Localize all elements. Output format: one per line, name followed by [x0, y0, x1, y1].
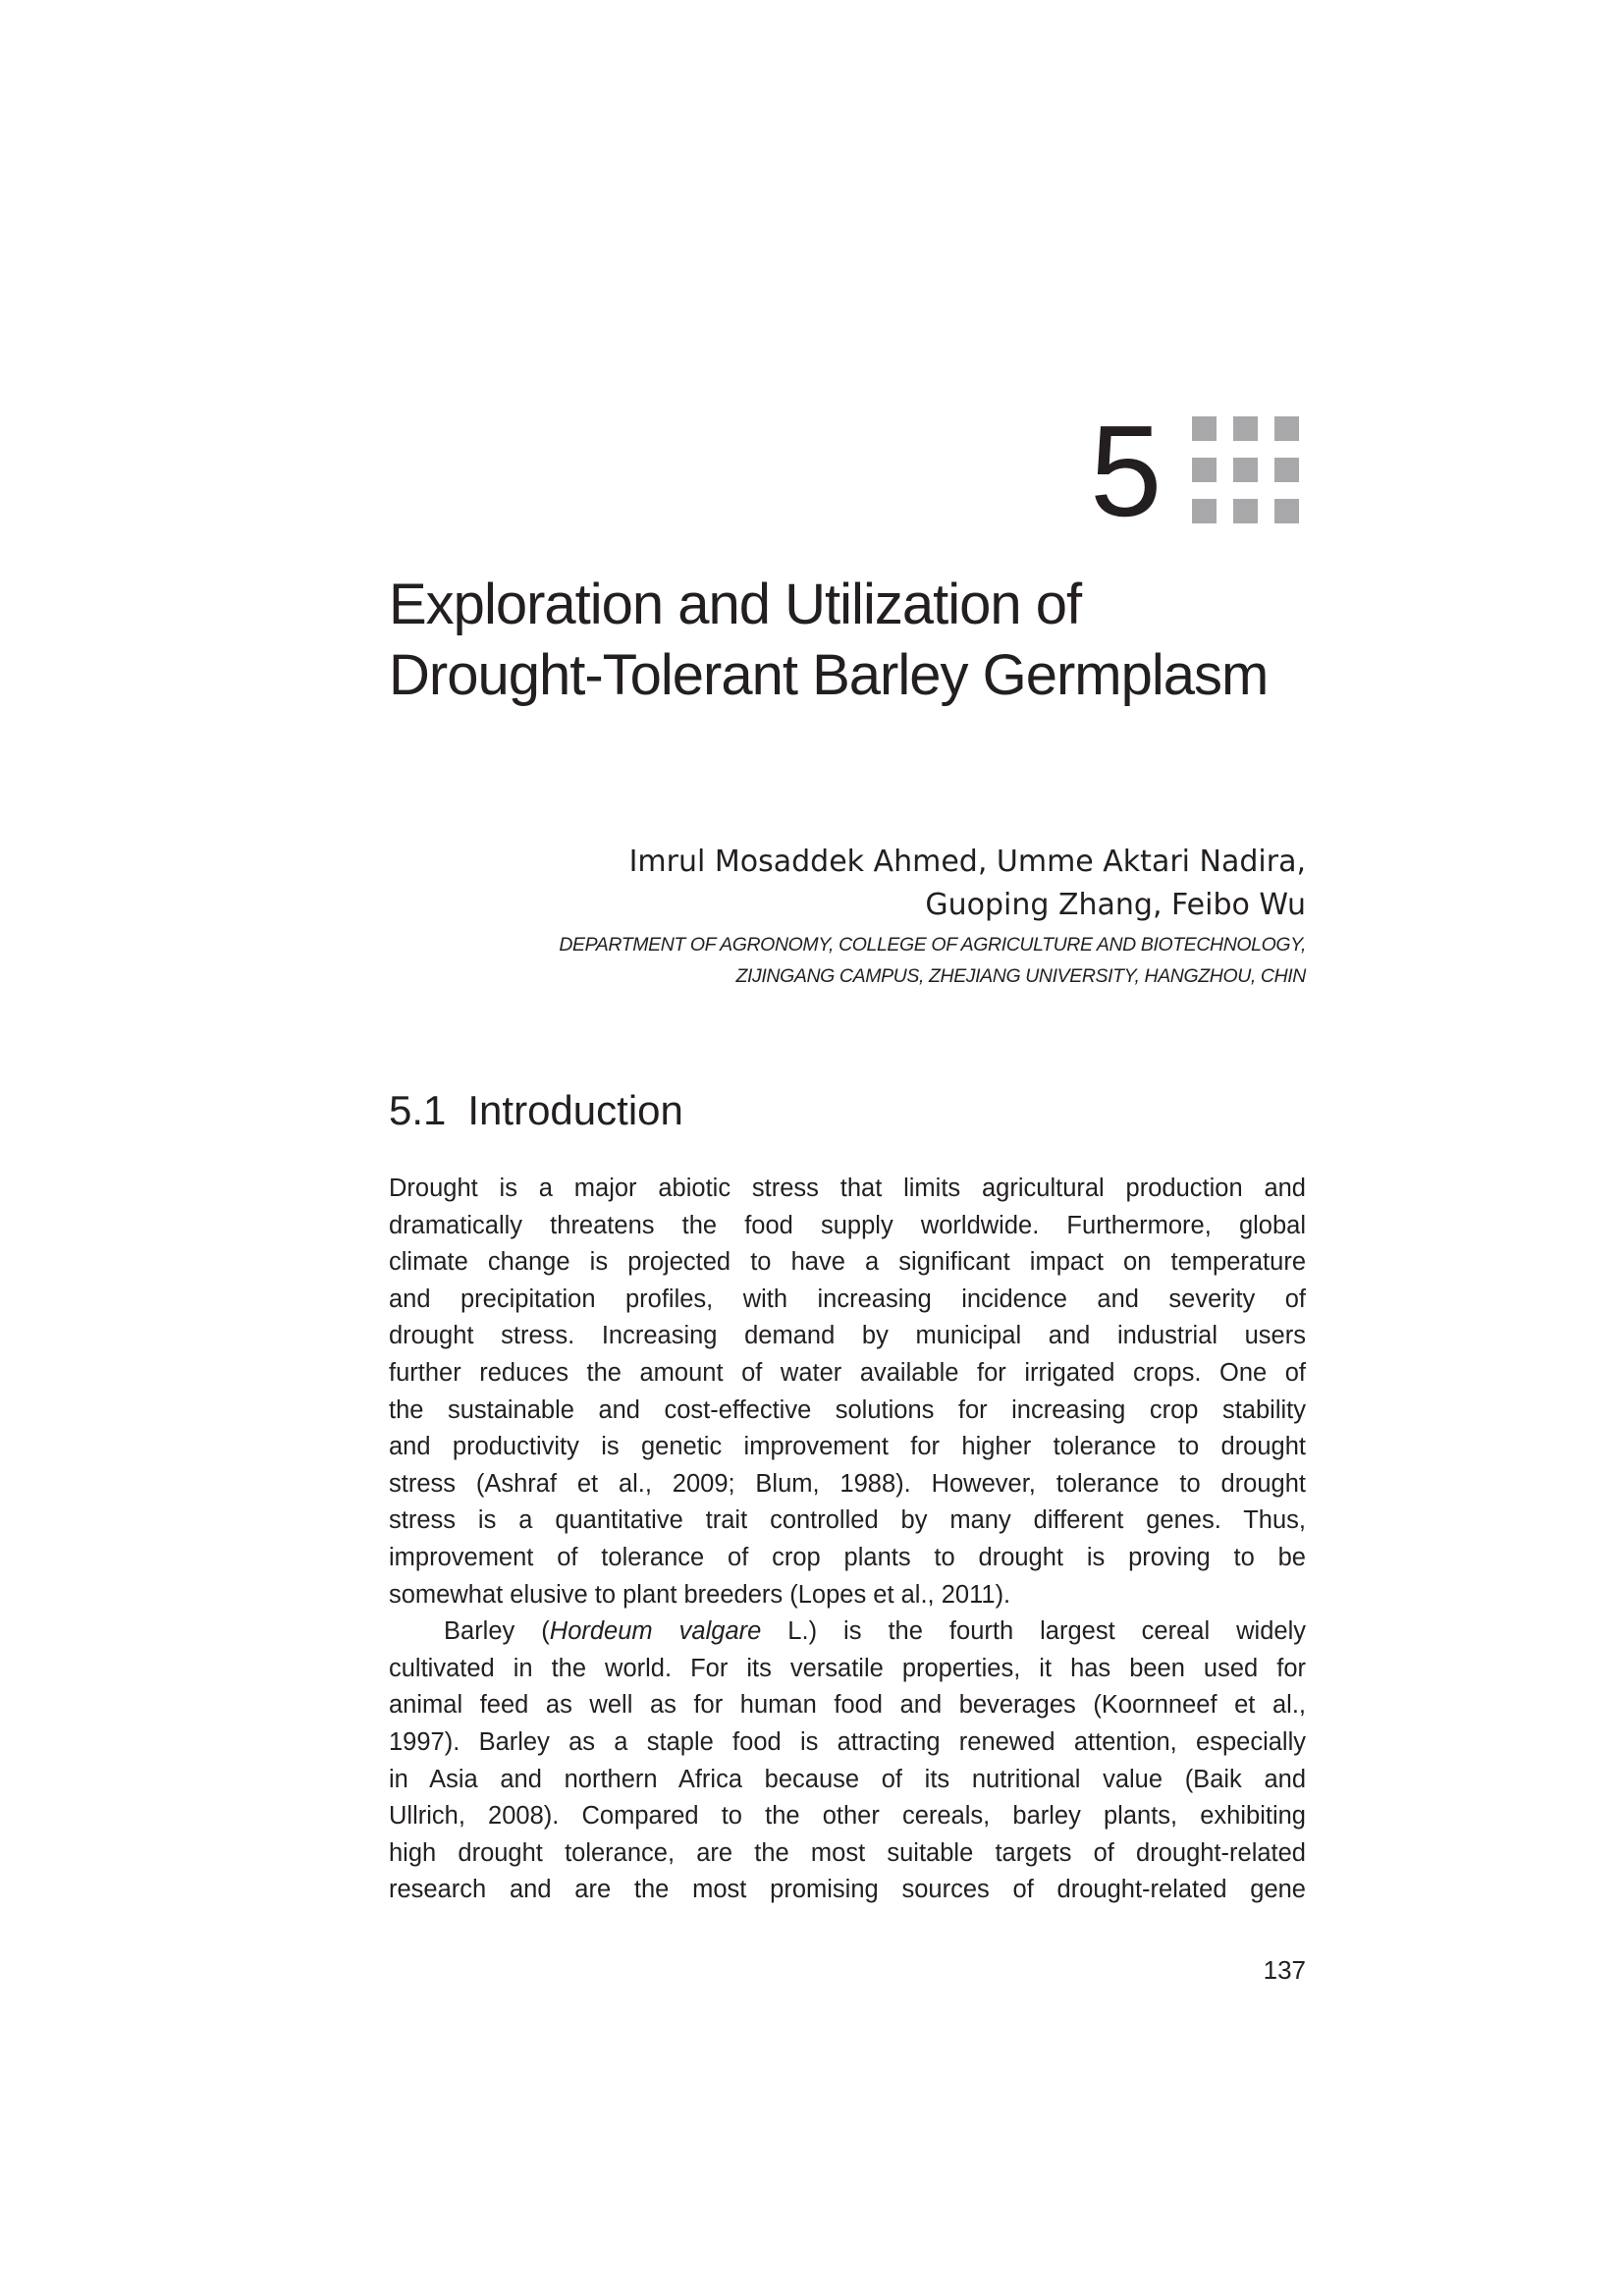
chapter-title	[389, 570, 1371, 711]
text-line: and productivity is genetic improvement for higher tolerance to drought	[389, 1433, 1306, 1461]
page-number: 137	[1263, 1955, 1306, 1985]
chapter-mark	[1080, 398, 1325, 545]
text-line: animal feed as well as for human food and beverages (Koornneef et al.,	[389, 1691, 1306, 1720]
text-line: cultivated in the world. For its versatile properties, it has been used for	[389, 1654, 1306, 1682]
affiliation	[226, 929, 1306, 992]
author-line: Guoping Zhang, Feibo Wu	[925, 888, 1306, 922]
text-line: drought stress. Increasing demand by municipal and industrial users	[389, 1322, 1306, 1350]
chapter-title-line: Drought-Tolerant Barley Germplasm	[389, 643, 1269, 707]
body-text	[389, 1171, 1306, 1909]
text-line: in Asia and northern Africa because of its nutritional value (Baik and	[389, 1765, 1306, 1793]
affiliation-line: ZIJINGANG CAMPUS, ZHEJIANG UNIVERSITY, HANGZHOU, CHIN	[735, 965, 1306, 987]
text-line: further reduces the amount of water available for irrigated crops. One of	[389, 1358, 1306, 1387]
text-line: the sustainable and cost-effective solutions for increasing crop stability	[389, 1395, 1306, 1424]
text-line: dramatically threatens the food supply worldwide. Furthermore, global	[389, 1211, 1306, 1239]
author-line: Imrul Mosaddek Ahmed, Umme Aktari Nadira,	[628, 845, 1306, 879]
text-line: somewhat elusive to plant breeders (Lopes et al., 2011).	[389, 1580, 1011, 1609]
affiliation-line: DEPARTMENT OF AGRONOMY, COLLEGE OF AGRICULTURE AND BIOTECHNOLOGY,	[559, 934, 1306, 956]
text-line: 1997). Barley as a staple food is attracting renewed attention, especially	[389, 1727, 1306, 1756]
section-heading	[389, 1085, 683, 1136]
text-line: climate change is projected to have a significant impact on temperature	[389, 1248, 1306, 1277]
author-list	[324, 841, 1306, 927]
text-line: Ullrich, 2008). Compared to the other cereals, barley plants, exhibiting	[389, 1802, 1306, 1831]
text-line: stress is a quantitative trait controlled by many different genes. Thus,	[389, 1506, 1306, 1535]
text-fragment: L.) is the fourth largest cereal widely	[761, 1617, 1306, 1646]
text-line: improvement of tolerance of crop plants to drought is proving to be	[389, 1543, 1306, 1571]
text-line: high drought tolerance, are the most suitable targets of drought-related	[389, 1838, 1306, 1867]
text-line: Drought is a major abiotic stress that limits agricultural production and	[389, 1175, 1306, 1202]
section-number: 5.1	[389, 1087, 447, 1133]
text-line: and precipitation profiles, with increasing incidence and severity of	[389, 1285, 1306, 1313]
text-line: research and are the most promising sources of drought-related gene	[389, 1876, 1306, 1904]
chapter-ornament-grid-icon	[1192, 416, 1302, 526]
section-title: Introduction	[467, 1087, 683, 1133]
text-fragment: Barley (	[444, 1617, 550, 1646]
chapter-title-line: Exploration and Utilization of	[389, 573, 1082, 636]
text-line: stress (Ashraf et al., 2009; Blum, 1988). However, tolerance to drought	[389, 1469, 1306, 1498]
species-name: Hordeum valgare	[549, 1617, 762, 1646]
text-line	[389, 1613, 1306, 1651]
chapter-number: 5	[1090, 399, 1163, 543]
